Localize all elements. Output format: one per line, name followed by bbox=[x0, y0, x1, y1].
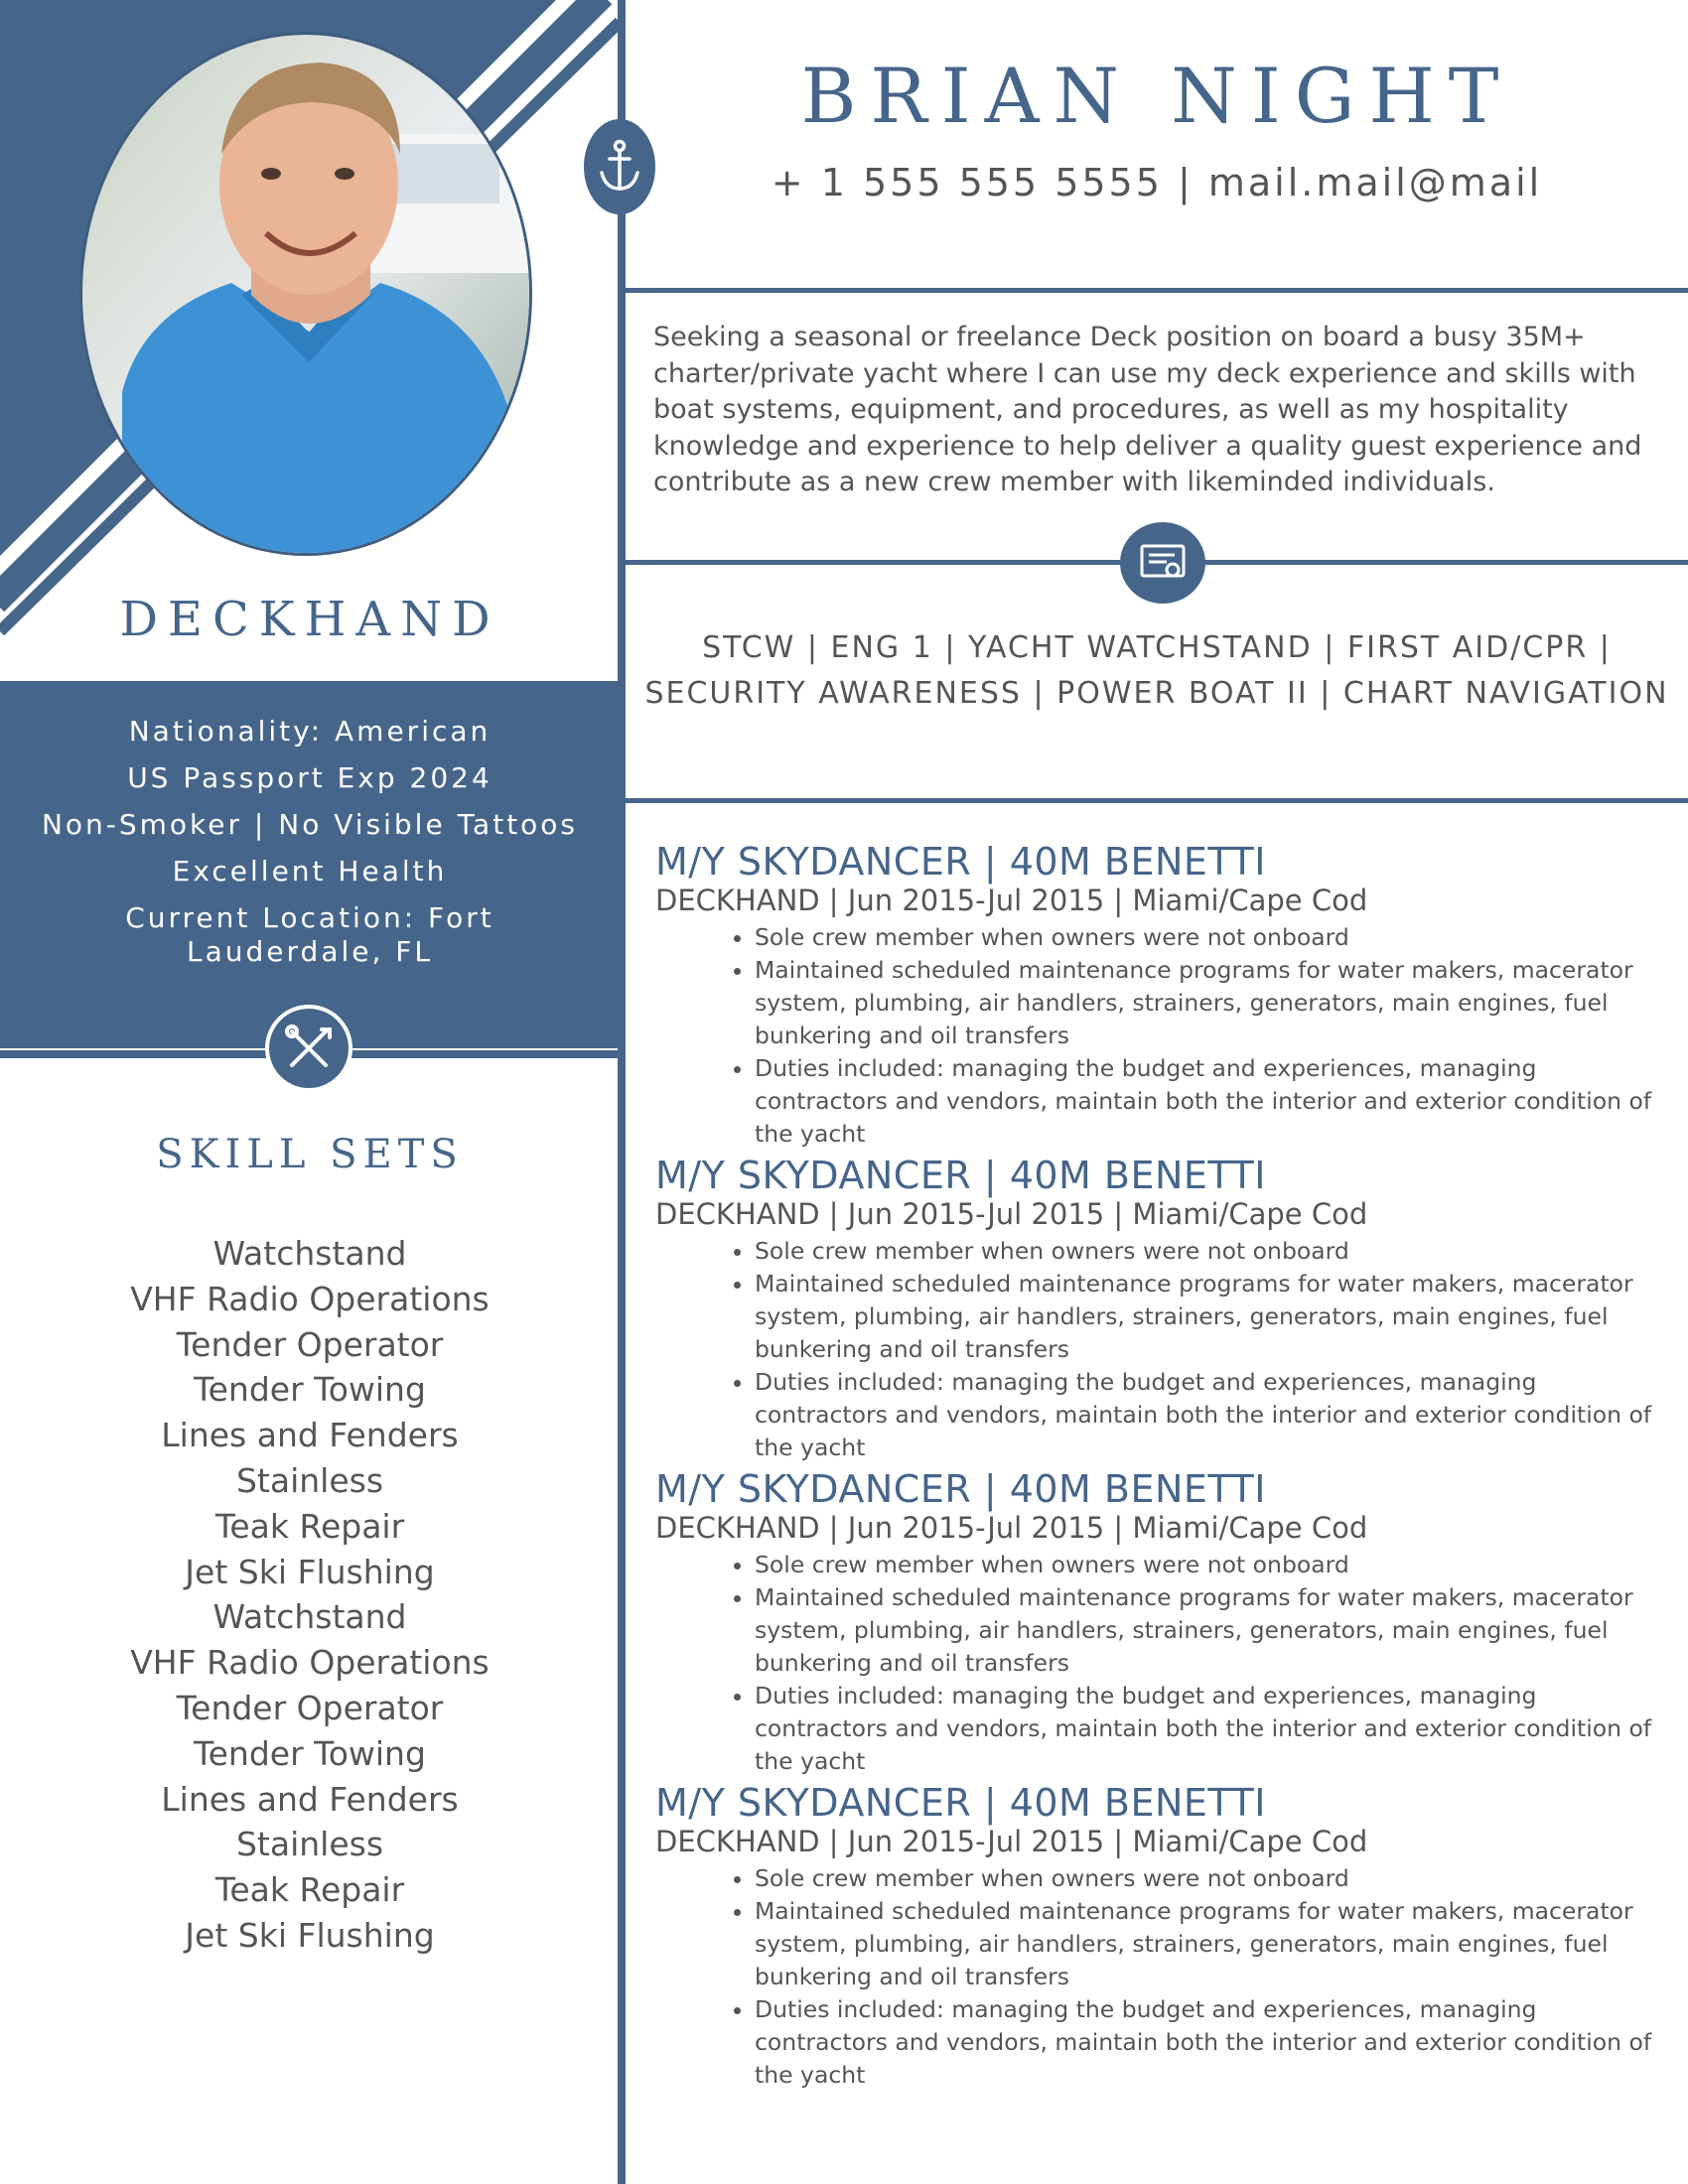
job-subtitle: DECKHAND | Jun 2015-Jul 2015 | Miami/Cape Cod bbox=[655, 1511, 1368, 1545]
skill-item: VHF Radio Operations bbox=[130, 1279, 490, 1318]
header-divider bbox=[626, 288, 1688, 293]
job-bullet: • Duties included: managing the budget and experiences, managing contractors and vendors, maintain both the interior and exterior condition of the yacht bbox=[755, 1366, 1658, 1464]
skill-sets-title: SKILL SETS bbox=[156, 1132, 464, 1177]
skill-item: Jet Ski Flushing bbox=[185, 1552, 435, 1591]
skill-item: Teak Repair bbox=[214, 1506, 405, 1546]
info-location: Current Location: Fort Lauderdale, FL bbox=[125, 901, 494, 968]
experience-item bbox=[655, 1467, 1658, 1778]
job-bullet: • Sole crew member when owners were not onboard bbox=[755, 921, 1658, 954]
skill-item: Watchstand bbox=[212, 1234, 407, 1273]
skill-item: Stainless bbox=[235, 1825, 384, 1864]
job-bullet: • Duties included: managing the budget and experiences, managing contractors and vendors, maintain both the interior and exterior condition of the yacht bbox=[755, 1052, 1658, 1151]
job-bullet: • Maintained scheduled maintenance programs for water makers, macerator system, plumbing, air handlers, strainers, generators, main engines, fuel bunkering and oil transfers bbox=[755, 1895, 1658, 1993]
job-title: M/Y SKYDANCER | 40M BENETTI bbox=[655, 1467, 1266, 1511]
contact-line: + 1 555 555 5555 | mail.mail@mail bbox=[771, 161, 1543, 205]
experience-item bbox=[655, 1781, 1658, 2092]
skill-item: Tender Operator bbox=[176, 1324, 444, 1364]
skill-item: Teak Repair bbox=[214, 1870, 405, 1910]
column-divider bbox=[618, 0, 626, 2184]
info-nationality: Nationality: American bbox=[128, 715, 492, 748]
certifications bbox=[626, 625, 1688, 717]
job-bullet: • Maintained scheduled maintenance programs for water makers, macerator system, plumbing, air handlers, strainers, generators, main engines, fuel bunkering and oil transfers bbox=[755, 1268, 1658, 1366]
certificate-icon bbox=[1120, 522, 1205, 604]
job-bullet: • Duties included: managing the budget and experiences, managing contractors and vendors, maintain both the interior and exterior condition of the yacht bbox=[755, 1993, 1658, 2092]
job-title: M/Y SKYDANCER | 40M BENETTI bbox=[655, 1781, 1266, 1825]
skill-item: Tender Towing bbox=[194, 1370, 426, 1410]
skill-item: Watchstand bbox=[212, 1597, 407, 1637]
certifications-line-2: SECURITY AWARENESS | POWER BOAT II | CHART NAVIGATION bbox=[644, 676, 1669, 711]
skill-item: Lines and Fenders bbox=[161, 1416, 459, 1455]
role-title: DECKHAND bbox=[119, 592, 500, 647]
job-subtitle: DECKHAND | Jun 2015-Jul 2015 | Miami/Cape Cod bbox=[655, 884, 1368, 917]
job-title: M/Y SKYDANCER | 40M BENETTI bbox=[655, 1154, 1266, 1197]
job-bullet: • Sole crew member when owners were not onboard bbox=[755, 1549, 1658, 1581]
job-bullet: • Maintained scheduled maintenance programs for water makers, macerator system, plumbing, air handlers, strainers, generators, main engines, fuel bunkering and oil transfers bbox=[755, 954, 1658, 1052]
skill-item: Lines and Fenders bbox=[161, 1779, 459, 1819]
experience-item bbox=[655, 1154, 1658, 1464]
candidate-name: BRIAN NIGHT bbox=[800, 52, 1513, 140]
skill-item: Stainless bbox=[235, 1460, 384, 1500]
certifications-line-1: STCW | ENG 1 | YACHT WATCHSTAND | FIRST AID/CPR | bbox=[702, 630, 1612, 665]
job-title: M/Y SKYDANCER | 40M BENETTI bbox=[655, 840, 1266, 884]
job-bullet: • Duties included: managing the budget and experiences, managing contractors and vendors, maintain both the interior and exterior condition of the yacht bbox=[755, 1680, 1658, 1778]
job-bullet: • Sole crew member when owners were not onboard bbox=[755, 1862, 1658, 1895]
skill-item: Tender Operator bbox=[176, 1688, 444, 1727]
info-passport: US Passport Exp 2024 bbox=[127, 761, 492, 794]
job-bullet: • Sole crew member when owners were not onboard bbox=[755, 1235, 1658, 1268]
skill-item: Tender Towing bbox=[194, 1733, 426, 1773]
skill-item: VHF Radio Operations bbox=[130, 1643, 490, 1683]
skill-item: Jet Ski Flushing bbox=[185, 1915, 435, 1955]
info-smoker-tattoos: Non-Smoker | No Visible Tattoos bbox=[41, 808, 579, 841]
info-health: Excellent Health bbox=[172, 855, 448, 887]
experience-divider bbox=[626, 798, 1688, 803]
skills-list bbox=[0, 1231, 620, 1959]
profile-photo bbox=[79, 32, 532, 556]
job-subtitle: DECKHAND | Jun 2015-Jul 2015 | Miami/Cape Cod bbox=[655, 1197, 1368, 1231]
job-subtitle: DECKHAND | Jun 2015-Jul 2015 | Miami/Cape Cod bbox=[655, 1825, 1368, 1858]
objective-paragraph: Seeking a seasonal or freelance Deck position on board a busy 35M+ charter/private yacht where I can use my deck experience and skills with boat systems, equipment, and procedures, as well as my hospitality knowledge and experience to help deliver a quality guest experience and contribute as a new crew member with likeminded individuals. bbox=[653, 322, 1642, 497]
tools-icon bbox=[265, 1005, 352, 1092]
experience-item bbox=[655, 840, 1658, 1151]
job-bullet: • Maintained scheduled maintenance programs for water makers, macerator system, plumbing, air handlers, strainers, generators, main engines, fuel bunkering and oil transfers bbox=[755, 1581, 1658, 1680]
